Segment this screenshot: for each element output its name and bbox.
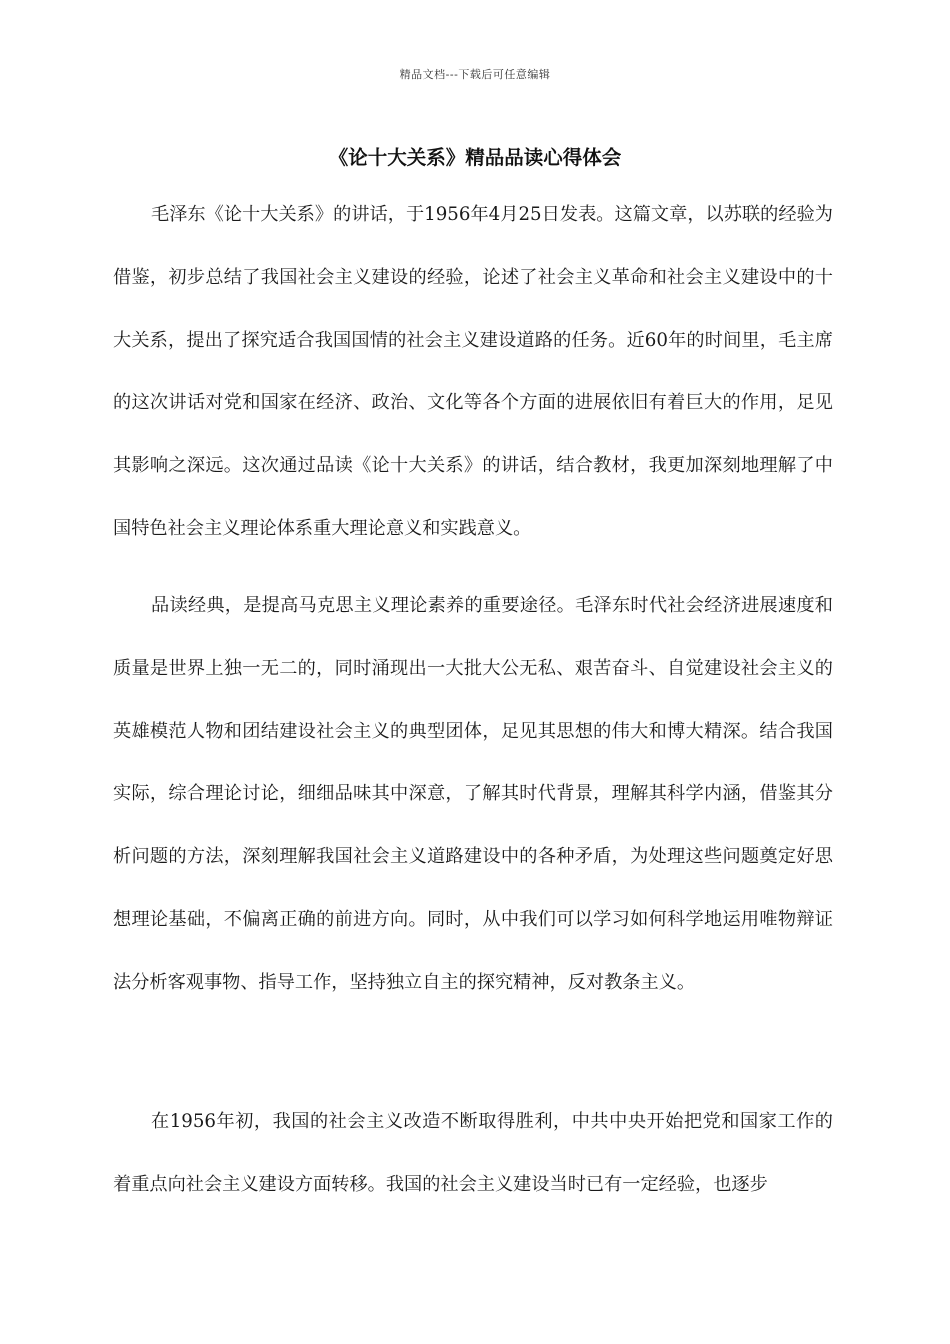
paragraph-1: 毛泽东《论十大关系》的讲话，于1956年4月25日发表。这篇文章，以苏联的经验为借鉴，初步总结了我国社会主义建设的经验，论述了社会主义革命和社会主义建设中的十大关系，提出了探究适合我国国情的社会主义建设道路的任务。近60年的时间里，毛主席的这次讲话对党和国家在经济、政治、文化等各个方面的进展依旧有着巨大的作用，足见其影响之深远。这次通过品读《论十大关系》的讲话，结合教材，我更加深刻地理解了中国特色社会主义理论体系重大理论意义和实践意义。 [113, 204, 833, 539]
document-title: 《论十大关系》精品品读心得体会 [328, 146, 622, 169]
paragraph-3: 在1956年初，我国的社会主义改造不断取得胜利，中共中央开始把党和国家工作的着重点向社会主义建设方面转移。我国的社会主义建设当时已有一定经验，也逐步 [113, 1111, 833, 1195]
page-header: 精品文档---下载后可任意编辑 [399, 68, 551, 81]
paragraph-2: 品读经典，是提高马克思主义理论素养的重要途径。毛泽东时代社会经济进展速度和质量是世界上独一无二的，同时涌现出一大批大公无私、艰苦奋斗、自觉建设社会主义的英雄模范人物和团结建设社会主义的典型团体，足见其思想的伟大和博大精深。结合我国实际，综合理论讨论，细细品味其中深意，了解其时代背景，理解其科学内涵，借鉴其分析问题的方法，深刻理解我国社会主义道路建设中的各种矛盾，为处理这些问题奠定好思想理论基础，不偏离正确的前进方向。同时，从中我们可以学习如何科学地运用唯物辩证法分析客观事物、指导工作，坚持独立自主的探究精神，反对教条主义。 [113, 595, 833, 993]
